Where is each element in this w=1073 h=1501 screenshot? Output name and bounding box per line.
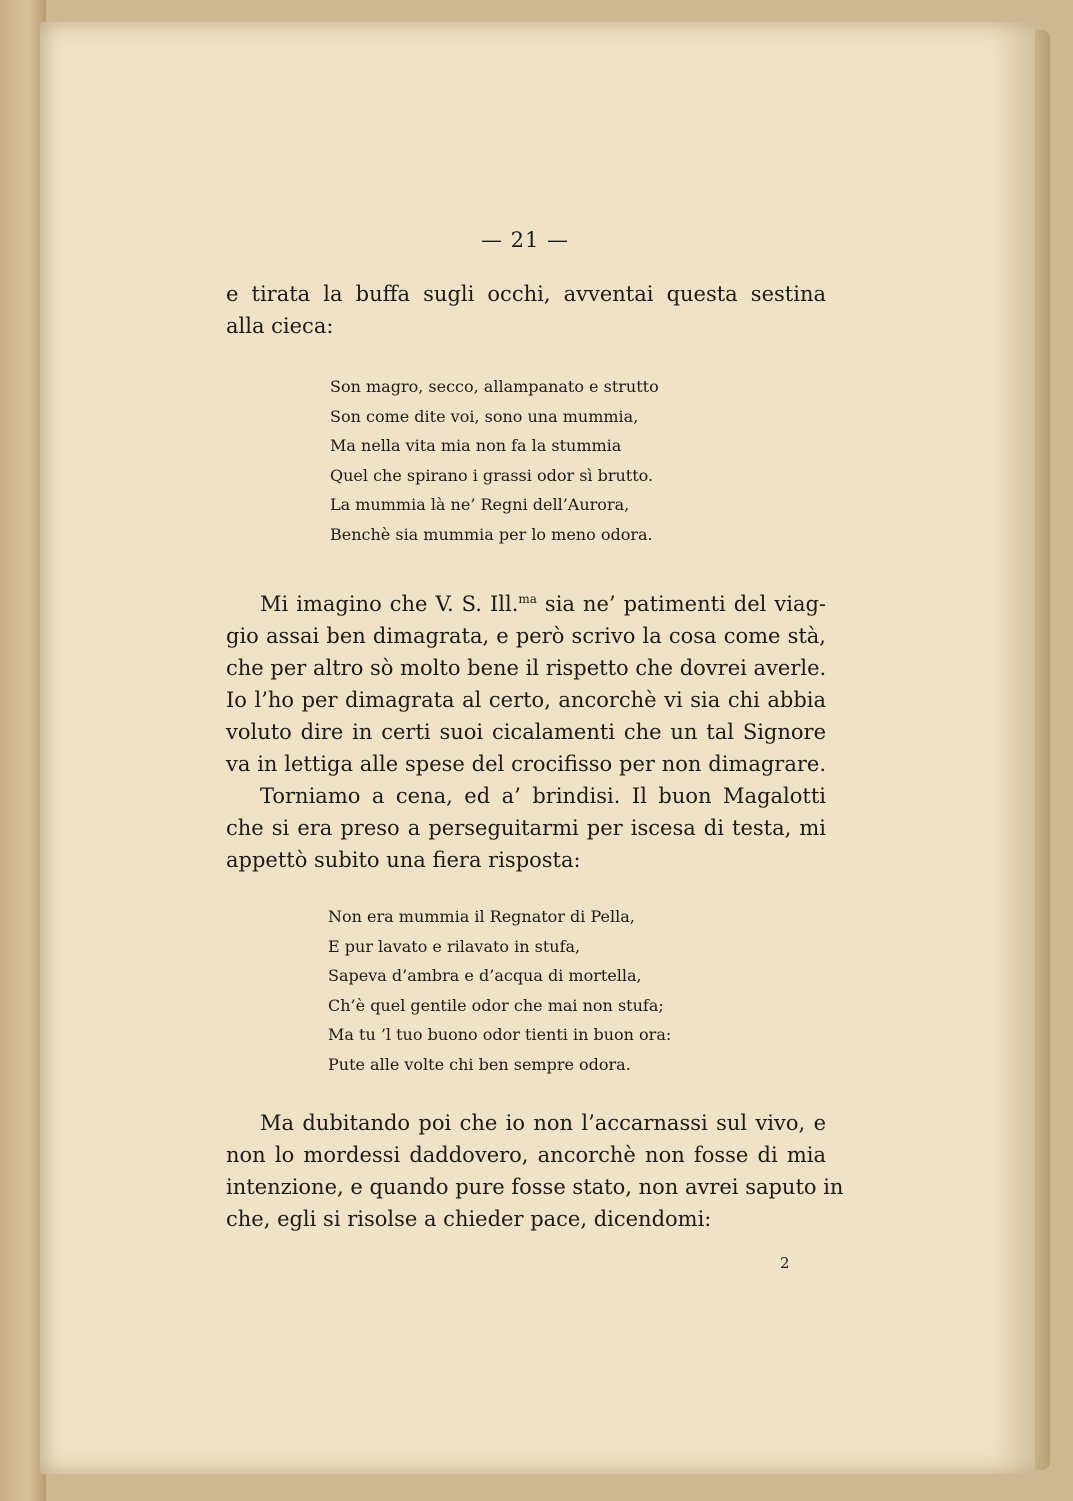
verse-line: Sapeva d’ambra e d’acqua di mortella, [328, 966, 642, 985]
verse-line: Non era mummia il Regnator di Pella, [328, 907, 635, 926]
paragraph-1 [226, 278, 826, 342]
verse-line: Ma tu ’l tuo buono odor tienti in buon ora: [328, 1025, 672, 1044]
text-line: che per altro sò molto bene il rispetto che dovrei averle. [226, 656, 827, 680]
text-line: appettò subito una fiera risposta: [226, 848, 581, 872]
signature-mark: 2 [780, 1254, 790, 1272]
page-number: — 21 — [480, 228, 570, 252]
paragraph-3 [226, 1107, 844, 1235]
text-line-start: Mi imagino che V. S. Ill.$^{ma}$ sia ne’ patimenti del viag- [260, 592, 826, 616]
text-line: va in lettiga alle spese del crocifisso per non dimagrare. [226, 752, 826, 776]
paragraph-2 [226, 583, 826, 876]
text-line: intenzione, e quando pure fosse stato, non avrei saputo in [226, 1175, 844, 1199]
text-line [226, 583, 826, 620]
text-line: Io l’ho per dimagrata al certo, ancorchè vi sia chi abbia [226, 688, 826, 712]
verse-line: Son magro, secco, allampanato e strutto [330, 377, 659, 396]
verse-stanza-1 [330, 372, 659, 549]
text-line: Torniamo a cena, ed a’ brindisi. Il buon Magalotti [260, 784, 826, 808]
text-line: che, egli si risolse a chieder pace, dicendomi: [226, 1207, 712, 1231]
verse-line: Ch’è quel gentile odor che mai non stufa; [328, 995, 664, 1015]
superscript-abbrev: ma [518, 592, 537, 606]
verse-line: E pur lavato e rilavato in stufa, [328, 936, 581, 956]
text-line: e tirata la buffa sugli occhi, avventai questa sestina [226, 282, 826, 306]
text-line: gio assai ben dimagrata, e però scrivo la cosa come stà, [226, 624, 826, 648]
verse-line: Quel che spirano i grassi odor sì brutto. [330, 465, 654, 485]
text-line: che si era preso a perseguitarmi per iscesa di testa, mi [226, 816, 826, 840]
text-line: alla cieca: [226, 314, 334, 338]
verse-line: Ma nella vita mia non fa la stummia [330, 436, 622, 455]
verse-line: Benchè sia mummia per lo meno odora. [330, 524, 653, 544]
verse-line: La mummia là ne’ Regni dell’Aurora, [330, 495, 630, 514]
verse-line: Pute alle volte chi ben sempre odora. [328, 1054, 631, 1074]
verse-stanza-2 [328, 902, 671, 1079]
verse-line: Son come dite voi, sono una mummia, [330, 406, 639, 426]
text-line: voluto dire in certi suoi cicalamenti che un tal Signore [226, 720, 826, 744]
text-line: non lo mordessi daddovero, ancorchè non fosse di mia [226, 1143, 826, 1167]
text-line: Ma dubitando poi che io non l’accarnassi sul vivo, e [260, 1111, 826, 1135]
